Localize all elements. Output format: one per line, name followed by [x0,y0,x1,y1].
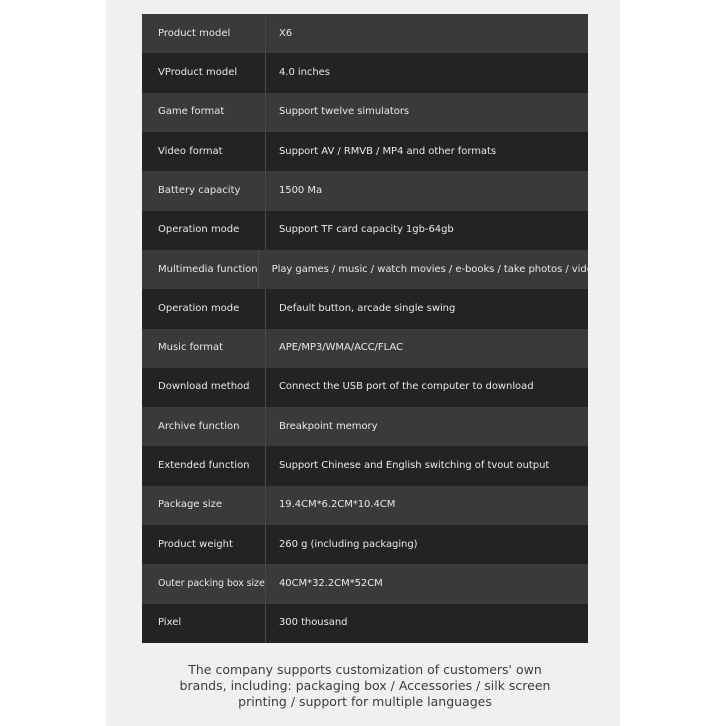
spec-row-product-model [142,14,588,53]
spec-row-vproduct-model [142,53,588,92]
spec-label: Product model [142,14,266,53]
spec-label: Battery capacity [142,171,266,210]
spec-row-package-size [142,486,588,525]
spec-table [142,14,599,643]
spec-label: Game format [142,93,266,132]
spec-row-battery-capacity [142,171,588,210]
spec-row-pixel [142,604,588,643]
spec-label: Extended function [142,446,266,485]
spec-label: Package size [142,486,266,525]
spec-label: Outer packing box size [142,564,266,603]
spec-row-multimedia-function [142,250,599,289]
spec-label: VProduct model [142,53,266,92]
spec-value: APE/MP3/WMA/ACC/FLAC [279,342,403,354]
customization-caption [150,662,580,710]
spec-value: Default button, arcade single swing [279,302,456,314]
spec-label: Operation mode [142,211,266,250]
spec-value: Play games / music / watch movies / e-books / take photos / video [271,263,599,275]
spec-row-video-format [142,132,588,171]
spec-row-product-weight [142,525,588,564]
spec-label: Video format [142,132,266,171]
spec-row-download-method [142,368,588,407]
spec-value: 40CM*32.2CM*52CM [279,578,383,590]
spec-value: 19.4CM*6.2CM*10.4CM [279,499,396,511]
spec-value: 1500 Ma [279,184,323,196]
spec-label: Operation mode [142,289,266,328]
spec-row-extended-function [142,446,588,485]
spec-value: Connect the USB port of the computer to download [279,381,534,393]
spec-label: Product weight [142,525,266,564]
caption-line: brands, including: packaging box / Accessories / silk screen [179,678,551,693]
spec-row-game-format [142,93,588,132]
caption-line: The company supports customization of customers' own [188,662,542,677]
spec-label: Pixel [142,604,266,643]
spec-row-operation-mode [142,211,588,250]
spec-value: X6 [279,27,293,39]
spec-value: Support AV / RMVB / MP4 and other formats [279,145,497,157]
spec-label: Music format [142,329,266,368]
spec-value: 300 thousand [279,617,348,629]
spec-row-music-format [142,329,588,368]
spec-label: Multimedia function [142,250,259,289]
spec-value: Support TF card capacity 1gb-64gb [279,224,454,236]
caption-line: printing / support for multiple languages [238,694,492,709]
spec-value: Support Chinese and English switching of tvout output [279,460,550,472]
spec-value: 260 g (including packaging) [279,538,418,550]
spec-value: Support twelve simulators [279,106,410,118]
spec-value: Breakpoint memory [279,420,378,432]
spec-row-operation-mode-2 [142,289,588,328]
spec-row-archive-function [142,407,588,446]
spec-label: Download method [142,368,266,407]
spec-value: 4.0 inches [279,66,330,78]
spec-label: Archive function [142,407,266,446]
spec-row-outer-packing-box-size [142,564,588,603]
